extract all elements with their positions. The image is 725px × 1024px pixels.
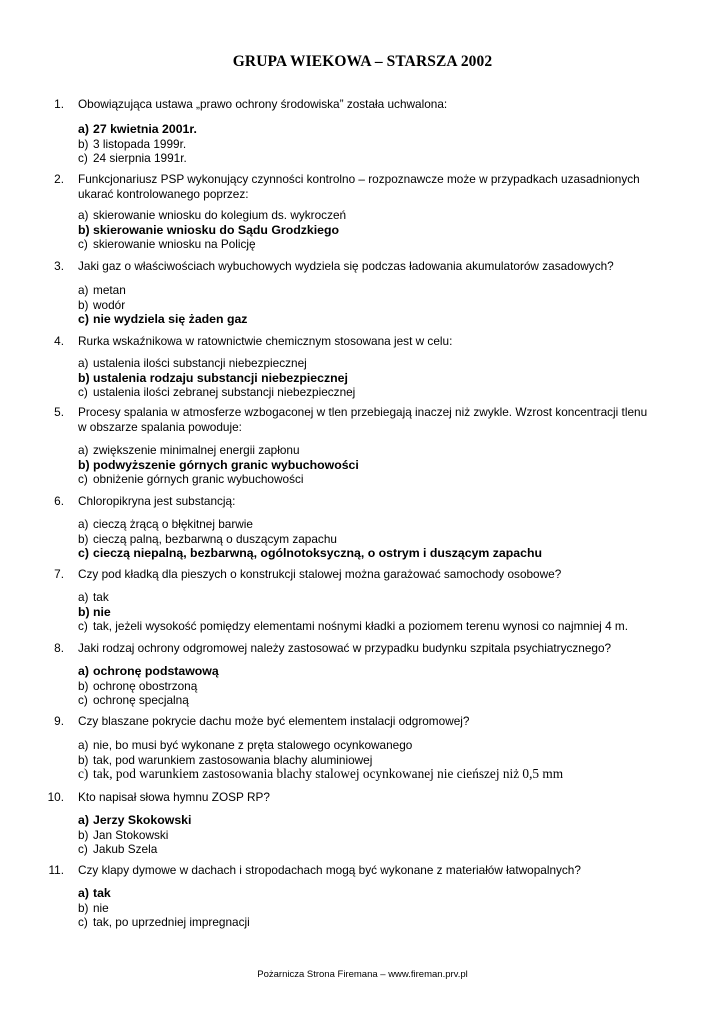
answer-option bbox=[78, 517, 678, 532]
answer-label: a) bbox=[78, 813, 89, 827]
answer-option bbox=[78, 237, 678, 252]
answer-text: ochronę podstawową bbox=[93, 664, 219, 678]
answer-label: c) bbox=[78, 472, 88, 486]
question-text: Czy blaszane pokrycie dachu może być elementem instalacji odgromowej? bbox=[78, 714, 470, 728]
answer-label: c) bbox=[78, 151, 88, 165]
answer-option bbox=[78, 767, 678, 782]
answer-label: a) bbox=[78, 886, 89, 900]
answer-label: a) bbox=[78, 590, 89, 604]
answer-text: skierowanie wniosku na Policję bbox=[93, 237, 256, 251]
answer-option bbox=[78, 828, 678, 843]
answer-label: a) bbox=[78, 208, 89, 222]
answer-label: b) bbox=[78, 370, 90, 385]
question-text: Czy pod kładką dla pieszych o konstrukcji stalowej można garażować samochody osobowe? bbox=[78, 567, 562, 581]
answer-list bbox=[78, 356, 678, 400]
answer-option-correct bbox=[78, 312, 678, 327]
answer-list bbox=[78, 122, 678, 166]
answer-label: c) bbox=[78, 237, 88, 251]
answer-text: nie bbox=[93, 604, 111, 619]
question-number: 3. bbox=[54, 259, 64, 273]
answer-text: tak bbox=[93, 590, 109, 604]
answer-option-correct bbox=[78, 664, 678, 679]
answer-option bbox=[78, 298, 678, 313]
answer-text: skierowanie wniosku do kolegium ds. wykroczeń bbox=[93, 208, 347, 222]
answer-label: b) bbox=[78, 900, 89, 915]
answer-text: cieczą niepalną, bezbarwną, ogólnotoksyczną, o ostrym i duszącym zapachu bbox=[93, 546, 542, 560]
answer-label: a) bbox=[78, 738, 89, 752]
question-text: Jaki rodzaj ochrony odgromowej należy zastosować w przypadku budynku szpitala psychiatrycznego? bbox=[78, 641, 612, 655]
question-text: Funkcjonariusz PSP wykonujący czynności kontrolno – rozpoznawcze może w przypadkach uzasadnionych ukarać kontrolowanego poprzez: bbox=[78, 172, 640, 201]
answer-label: a) bbox=[78, 122, 89, 136]
answer-label: c) bbox=[78, 546, 89, 560]
question-text: Rurka wskaźnikowa w ratownictwie chemicznym stosowana jest w celu: bbox=[78, 334, 453, 348]
answer-label: c) bbox=[78, 385, 88, 399]
question-number: 8. bbox=[54, 641, 64, 655]
answer-text: zwiększenie minimalnej energii zapłonu bbox=[93, 443, 300, 457]
answer-label: b) bbox=[78, 297, 89, 312]
answer-text: 27 kwietnia 2001r. bbox=[93, 122, 197, 136]
question-text: Jaki gaz o właściwościach wybuchowych wydziela się podczas ładowania akumulatorów zasadowych? bbox=[78, 259, 614, 273]
question-text: Obowiązująca ustawa „prawo ochrony środowiska” została uchwalona: bbox=[78, 97, 448, 111]
answer-option-correct bbox=[78, 813, 678, 828]
question-number: 6. bbox=[54, 494, 64, 508]
question-text: Procesy spalania w atmosferze wzbogaconej w tlen przebiegają inaczej niż zwykle. Wzrost koncentracji tlenu w obszarze spalania powoduje: bbox=[78, 405, 648, 434]
answer-option-correct bbox=[78, 223, 678, 238]
answer-text: cieczą żrącą o błękitnej barwie bbox=[93, 517, 253, 531]
answer-option bbox=[78, 915, 678, 930]
answer-label: a) bbox=[78, 517, 89, 531]
answer-label: a) bbox=[78, 356, 89, 370]
answer-text: podwyższenie górnych granic wybuchowości bbox=[93, 457, 359, 472]
answer-option bbox=[78, 137, 678, 152]
answer-label: a) bbox=[78, 443, 89, 457]
answer-list bbox=[78, 738, 678, 782]
answer-label: c) bbox=[78, 842, 88, 856]
answer-option-correct bbox=[78, 371, 678, 386]
question-number: 10. bbox=[47, 790, 64, 804]
question-number: 1. bbox=[54, 97, 64, 111]
answer-option bbox=[78, 738, 678, 753]
answer-label: b) bbox=[78, 604, 90, 619]
answer-option bbox=[78, 208, 678, 223]
answer-option-correct bbox=[78, 122, 678, 137]
answer-label: b) bbox=[78, 678, 89, 693]
answer-list bbox=[78, 886, 678, 930]
answer-list bbox=[78, 208, 678, 252]
question-number: 11. bbox=[48, 863, 64, 877]
answer-option bbox=[78, 283, 678, 298]
question-number: 7. bbox=[54, 567, 64, 581]
answer-option bbox=[78, 151, 678, 166]
answer-text: tak, jeżeli wysokość pomiędzy elementami nośnymi kładki a poziomem terenu wynosi co najmniej 4 m. bbox=[93, 619, 629, 633]
question-number: 4. bbox=[54, 334, 64, 348]
answer-option bbox=[78, 385, 678, 400]
question-text: Kto napisał słowa hymnu ZOSP RP? bbox=[78, 790, 270, 804]
answer-text: tak bbox=[93, 886, 111, 900]
answer-option bbox=[78, 472, 678, 487]
answer-label: a) bbox=[78, 664, 89, 678]
answer-option-correct bbox=[78, 886, 678, 901]
answer-text: skierowanie wniosku do Sądu Grodzkiego bbox=[93, 222, 339, 237]
answer-text: Jan Stokowski bbox=[93, 827, 169, 842]
answer-text: ustalenia rodzaju substancji niebezpiecznej bbox=[93, 370, 348, 385]
answer-list bbox=[78, 517, 678, 561]
answer-label: b) bbox=[78, 827, 89, 842]
answer-label: c) bbox=[78, 766, 89, 781]
answer-text: ustalenia ilości zebranej substancji niebezpiecznej bbox=[93, 385, 356, 399]
answer-label: b) bbox=[78, 457, 90, 472]
answer-option bbox=[78, 443, 678, 458]
page-title: GRUPA WIEKOWA – STARSZA 2002 bbox=[232, 53, 493, 70]
answer-text: ochronę obostrzoną bbox=[93, 678, 198, 693]
answer-label: c) bbox=[78, 915, 88, 929]
answer-text: tak, pod warunkiem zastosowania blachy aluminiowej bbox=[93, 752, 373, 767]
question-text: Czy klapy dymowe w dachach i stropodachach mogą być wykonane z materiałów łatwopalnych? bbox=[78, 863, 581, 877]
answer-label: c) bbox=[78, 693, 88, 707]
answer-option bbox=[78, 901, 678, 916]
answer-option bbox=[78, 679, 678, 694]
answer-text: nie, bo musi być wykonane z pręta stalowego ocynkowanego bbox=[93, 738, 413, 752]
answer-label: a) bbox=[78, 283, 89, 297]
answer-option-correct bbox=[78, 458, 678, 473]
answer-option bbox=[78, 619, 678, 634]
answer-option-correct bbox=[78, 605, 678, 620]
answer-text: tak, pod warunkiem zastosowania blachy stalowej ocynkowanej nie cieńszej niż 0,5 mm bbox=[93, 766, 564, 781]
answer-text: metan bbox=[93, 283, 126, 297]
answer-option bbox=[78, 842, 678, 857]
question-text: Chloropikryna jest substancją: bbox=[78, 494, 236, 508]
question-number: 5. bbox=[54, 405, 64, 419]
answer-label: c) bbox=[78, 619, 88, 633]
answer-text: wodór bbox=[93, 297, 126, 312]
answer-list bbox=[78, 443, 678, 487]
answer-label: c) bbox=[78, 312, 89, 326]
answer-text: obniżenie górnych granic wybuchowości bbox=[93, 472, 304, 486]
answer-text: cieczą palną, bezbarwną o duszącym zapachu bbox=[93, 531, 337, 546]
answer-list bbox=[78, 664, 678, 708]
question-number: 9. bbox=[54, 714, 64, 728]
answer-option bbox=[78, 693, 678, 708]
answer-list bbox=[78, 283, 678, 327]
answer-option bbox=[78, 590, 678, 605]
answer-option bbox=[78, 753, 678, 768]
answer-label: b) bbox=[78, 531, 89, 546]
page-footer: Pożarnicza Strona Firemana – www.fireman.prv.pl bbox=[257, 969, 468, 980]
answer-text: 3 listopada 1999r. bbox=[93, 136, 187, 151]
answer-text: Jakub Szela bbox=[93, 842, 158, 856]
answer-text: ustalenia ilości substancji niebezpiecznej bbox=[93, 356, 307, 370]
answer-option bbox=[78, 532, 678, 547]
answer-label: b) bbox=[78, 222, 90, 237]
answer-text: tak, po uprzedniej impregnacji bbox=[93, 915, 250, 929]
answer-label: b) bbox=[78, 136, 89, 151]
answer-option-correct bbox=[78, 546, 678, 561]
answer-text: ochronę specjalną bbox=[93, 693, 189, 707]
answer-text: nie bbox=[93, 900, 109, 915]
answer-label: b) bbox=[78, 752, 89, 767]
answer-text: Jerzy Skokowski bbox=[93, 813, 192, 827]
answer-text: nie wydziela się żaden gaz bbox=[93, 312, 248, 326]
answer-list bbox=[78, 813, 678, 857]
answer-option bbox=[78, 356, 678, 371]
answer-text: 24 sierpnia 1991r. bbox=[93, 151, 187, 165]
question-number: 2. bbox=[54, 172, 64, 186]
answer-list bbox=[78, 590, 678, 634]
